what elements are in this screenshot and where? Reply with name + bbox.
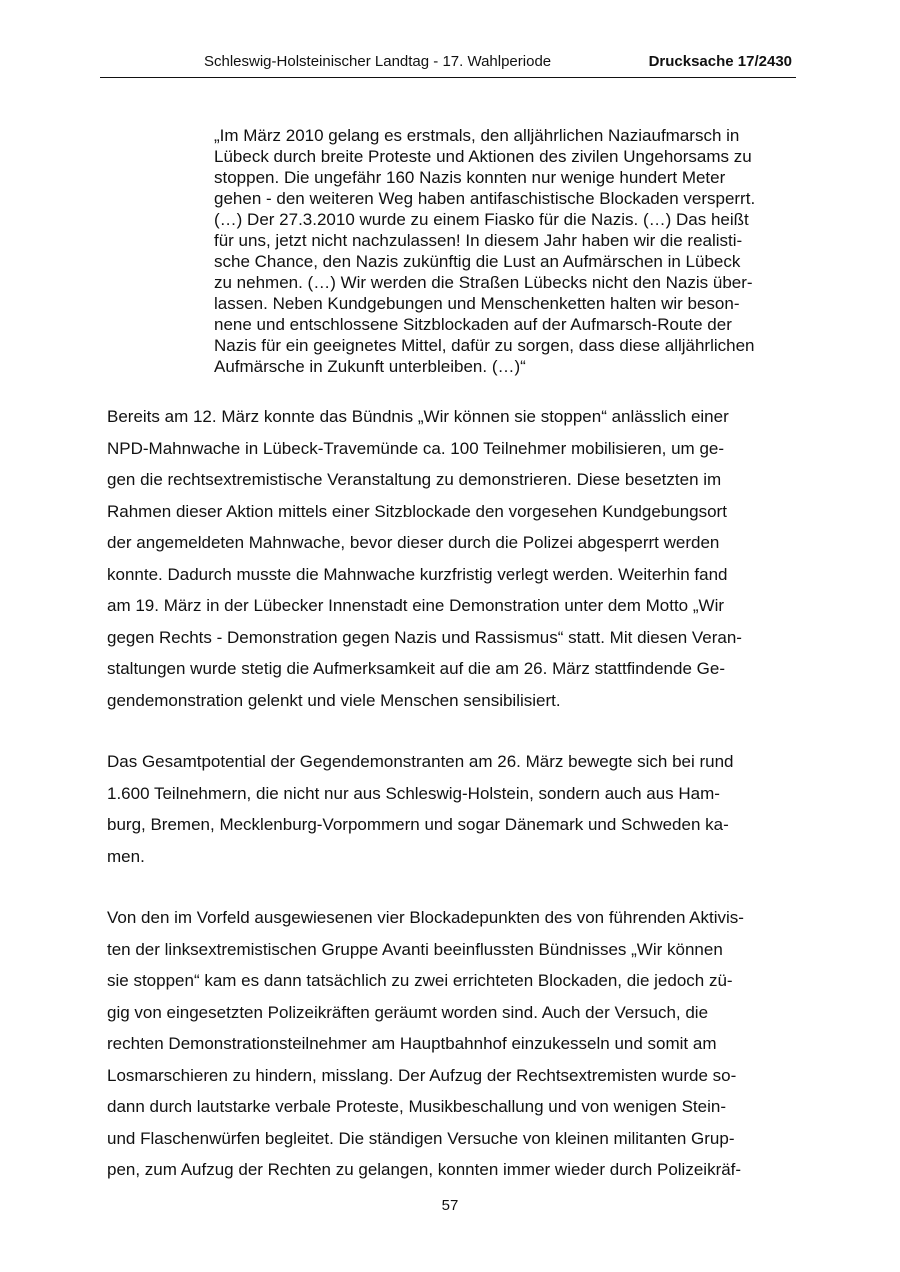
- quote-line: nene und entschlossene Sitzblockaden auf der Aufmarsch-Route der: [214, 315, 732, 334]
- page-number: 57: [441, 1197, 459, 1214]
- paragraph-line: NPD-Mahnwache in Lübeck-Travemünde ca. 100 Teilnehmer mobilisieren, um ge-: [107, 438, 725, 458]
- header-title: Schleswig-Holsteinischer Landtag - 17. Wahlperiode: [204, 53, 552, 70]
- quote-line: Lübeck durch breite Proteste und Aktionen des zivilen Ungehorsams zu: [214, 147, 752, 166]
- paragraph-line: gendemonstration gelenkt und viele Menschen sensibilisiert.: [107, 690, 561, 710]
- page-header: [100, 50, 796, 78]
- quote-line: „Im März 2010 gelang es erstmals, den alljährlichen Naziaufmarsch in: [214, 126, 740, 145]
- paragraph-line: 1.600 Teilnehmern, die nicht nur aus Schleswig-Holstein, sondern auch aus Ham-: [107, 783, 720, 803]
- paragraph-line: ten der linksextremistischen Gruppe Avanti beeinflussten Bündnisses „Wir können: [107, 939, 723, 959]
- quote-line: sche Chance, den Nazis zukünftig die Lust an Aufmärschen in Lübeck: [214, 252, 741, 271]
- quote-line: gehen - den weiteren Weg haben antifaschistische Blockaden versperrt.: [214, 189, 756, 208]
- paragraph-line: gig von eingesetzten Polizeikräften geräumt worden sind. Auch der Versuch, die: [107, 1002, 709, 1022]
- quote-line: stoppen. Die ungefähr 160 Nazis konnten nur wenige hundert Meter: [214, 168, 726, 187]
- quote-line: zu nehmen. (…) Wir werden die Straßen Lübecks nicht den Nazis über-: [214, 273, 753, 292]
- paragraph-line: dann durch lautstarke verbale Proteste, Musikbeschallung und von wenigen Stein-: [107, 1097, 726, 1116]
- paragraph-line: pen, zum Aufzug der Rechten zu gelangen, konnten immer wieder durch Polizeikräf-: [107, 1160, 742, 1179]
- paragraph-line: Das Gesamtpotential der Gegendemonstranten am 26. März bewegte sich bei rund: [107, 752, 734, 771]
- paragraph-line: Bereits am 12. März konnte das Bündnis „Wir können sie stoppen“ anlässlich einer: [107, 407, 729, 426]
- paragraph-line: sie stoppen“ kam es dann tatsächlich zu zwei errichteten Blockaden, die jedoch zü-: [107, 971, 733, 990]
- header-document-number: Drucksache 17/2430: [648, 53, 792, 70]
- quote-line: Nazis für ein geeignetes Mittel, dafür zu sorgen, dass diese alljährlichen: [214, 336, 755, 355]
- paragraph-line: und Flaschenwürfen begleitet. Die ständigen Versuche von kleinen militanten Grup-: [107, 1128, 735, 1148]
- paragraph-line: burg, Bremen, Mecklenburg-Vorpommern und sogar Dänemark und Schweden ka-: [107, 815, 729, 834]
- paragraph-line: der angemeldeten Mahnwache, bevor dieser durch die Polizei abgesperrt werden: [107, 533, 720, 552]
- paragraph-line: am 19. März in der Lübecker Innenstadt eine Demonstration unter dem Motto „Wir: [107, 596, 725, 615]
- quote-line: lassen. Neben Kundgebungen und Menschenketten halten wir beson-: [214, 294, 740, 313]
- quote-line: (…) Der 27.3.2010 wurde zu einem Fiasko für die Nazis. (…) Das heißt: [214, 210, 749, 229]
- paragraph-line: Von den im Vorfeld ausgewiesenen vier Blockadepunkten des von führenden Aktivis-: [107, 908, 744, 927]
- quote-line: für uns, jetzt nicht nachzulassen! In diesem Jahr haben wir die realisti-: [214, 231, 743, 250]
- paragraph-line: men.: [107, 846, 145, 866]
- paragraph-line: Losmarschieren zu hindern, misslang. Der Aufzug der Rechtsextremisten wurde so-: [107, 1065, 737, 1085]
- paragraph-line: Rahmen dieser Aktion mittels einer Sitzblockade den vorgesehen Kundgebungsort: [107, 501, 727, 521]
- quote-line: Aufmärsche in Zukunft unterbleiben. (…)“: [214, 357, 526, 376]
- paragraph-line: rechten Demonstrationsteilnehmer am Hauptbahnhof einzukesseln und somit am: [107, 1034, 717, 1053]
- paragraph-line: gen die rechtsextremistische Veranstaltung zu demonstrieren. Diese besetzten im: [107, 470, 722, 489]
- paragraph-line: gegen Rechts - Demonstration gegen Nazis und Rassismus“ statt. Mit diesen Veran-: [107, 627, 742, 647]
- paragraph-line: staltungen wurde stetig die Aufmerksamkeit auf die am 26. März stattfindende Ge-: [107, 659, 725, 678]
- paragraph-line: konnte. Dadurch musste die Mahnwache kurzfristig verlegt werden. Weiterhin fand: [107, 564, 728, 584]
